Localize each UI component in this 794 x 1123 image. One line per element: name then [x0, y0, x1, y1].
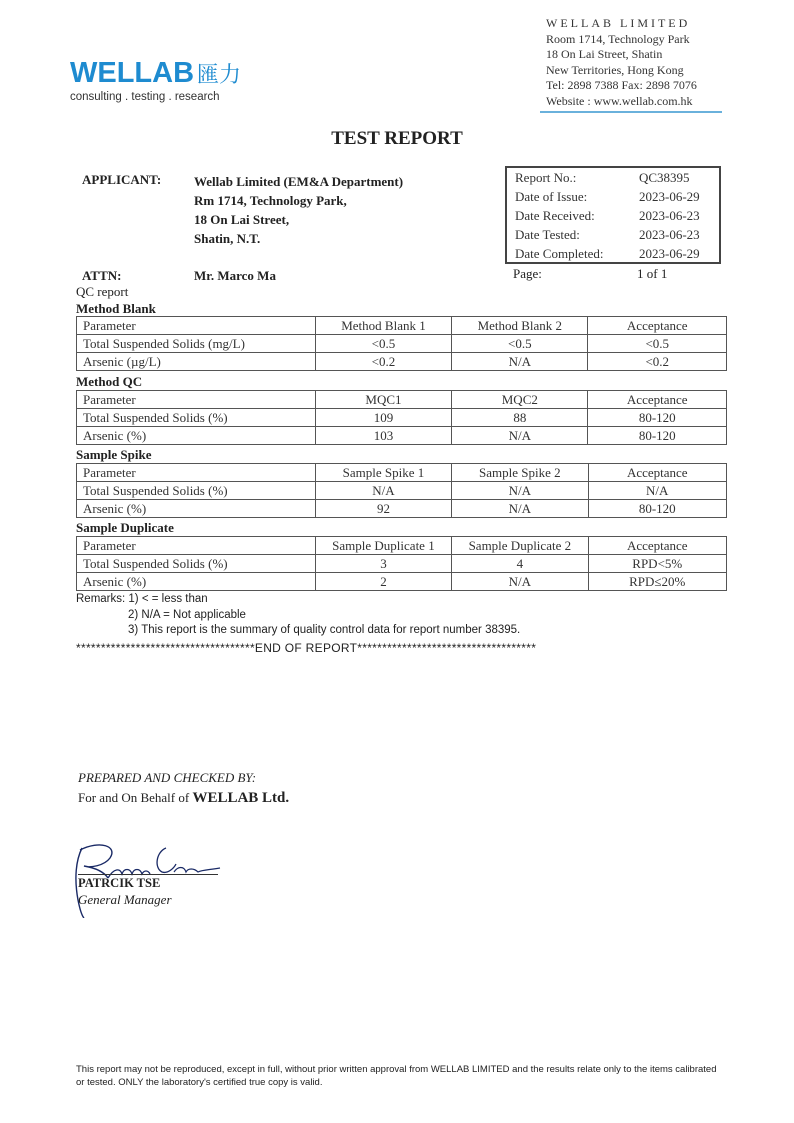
applicant-label: APPLICANT: [82, 172, 162, 187]
table-header-cell: Acceptance [588, 391, 727, 409]
remark-line: 2) N/A = Not applicable [128, 608, 246, 621]
table-header-row [77, 537, 727, 555]
page-title: TEST REPORT [331, 128, 463, 149]
attn-name: Mr. Marco Ma [194, 268, 276, 283]
date-tested-row [515, 227, 715, 246]
table-cell: 3 [315, 555, 451, 573]
company-address-line-1: Room 1714, Technology Park [546, 31, 690, 46]
on-behalf-prefix: For and On Behalf of [78, 790, 190, 805]
table-row [77, 573, 727, 591]
table-row [77, 500, 727, 518]
table-header-cell: Sample Spike 1 [315, 464, 451, 482]
remark-line: 3) This report is the summary of quality control data for report number 38395. [128, 624, 521, 636]
company-address-line-3: New Territories, Hong Kong [546, 62, 684, 77]
on-behalf-company: WELLAB Ltd. [192, 790, 290, 806]
table-cell: RPD≤20% [588, 573, 726, 591]
footer-disclaimer: This report may not be reproduced, except in full, without prior written approval from WELLAB LIMITED and the results relate only to the items calibrated or tested. ONLY the laboratory's certified true copy is valid. [76, 1064, 717, 1088]
date-completed-row [515, 246, 715, 265]
table-cell: Arsenic (%) [77, 427, 316, 445]
table-row [77, 482, 727, 500]
table-cell: RPD<5% [588, 555, 726, 573]
date-of-issue-row [515, 189, 715, 208]
table-cell: <0.5 [588, 335, 727, 353]
attn-label: ATTN: [82, 268, 122, 283]
table-header-cell: Acceptance [588, 537, 726, 555]
table-cell: Arsenic (%) [77, 500, 316, 518]
table-cell: 92 [315, 500, 451, 518]
method-blank-table [76, 316, 727, 371]
table-cell: N/A [452, 482, 588, 500]
logo-tagline: consulting . testing . research [70, 91, 220, 103]
table-cell: 80-120 [588, 409, 727, 427]
page-value: 1 of 1 [637, 266, 668, 281]
table-cell: 88 [452, 409, 588, 427]
logo-cjk-mark: 匯力 [197, 63, 242, 88]
table-cell: 2 [315, 573, 451, 591]
sample-duplicate-table [76, 536, 727, 591]
info-value: 2023-06-29 [639, 246, 700, 261]
table-cell: 80-120 [588, 427, 727, 445]
table-header-cell: Parameter [77, 391, 316, 409]
table-header-cell: Acceptance [588, 317, 727, 335]
method-qc-table [76, 390, 727, 445]
page-number-row [513, 266, 713, 282]
table-header-cell: Sample Duplicate 2 [452, 537, 588, 555]
table-cell: N/A [588, 482, 727, 500]
info-value: 2023-06-23 [639, 208, 700, 223]
table-header-cell: Parameter [77, 464, 316, 482]
table-header-row [77, 464, 727, 482]
table-header-cell: MQC1 [315, 391, 451, 409]
qc-report-label: QC report [76, 284, 129, 299]
table-cell: Total Suspended Solids (mg/L) [77, 335, 316, 353]
company-name: WELLAB LIMITED [546, 16, 691, 30]
company-address-block [546, 16, 697, 110]
table-header-row [77, 317, 727, 335]
logo-wordmark: WELLAB [70, 57, 195, 89]
table-row [77, 353, 727, 371]
table-cell: Total Suspended Solids (%) [77, 482, 316, 500]
page-key: Page: [513, 266, 542, 281]
on-behalf-line [78, 790, 289, 807]
table-cell: N/A [452, 427, 588, 445]
table-cell: 4 [452, 555, 588, 573]
table-header-cell: Sample Duplicate 1 [315, 537, 451, 555]
company-logo [70, 58, 241, 103]
table-cell: N/A [452, 500, 588, 518]
sample-spike-table [76, 463, 727, 518]
table-cell: 80-120 [588, 500, 727, 518]
table-cell: N/A [315, 482, 451, 500]
remarks-block [76, 592, 520, 639]
section-title-method-blank: Method Blank [76, 301, 156, 316]
table-cell: 103 [315, 427, 451, 445]
info-key: Date Received: [515, 208, 595, 223]
applicant-line: 18 On Lai Street, [194, 212, 290, 227]
table-cell: 109 [315, 409, 451, 427]
table-row [77, 409, 727, 427]
table-row [77, 427, 727, 445]
table-header-cell: MQC2 [452, 391, 588, 409]
applicant-line: Wellab Limited (EM&A Department) [194, 174, 404, 189]
applicant-line: Rm 1714, Technology Park, [194, 193, 347, 208]
table-cell: <0.2 [588, 353, 727, 371]
table-header-cell: Acceptance [588, 464, 727, 482]
remark-line: Remarks: 1) < = less than [76, 593, 208, 605]
table-cell: <0.5 [315, 335, 451, 353]
info-value: 2023-06-23 [639, 227, 700, 242]
signature-line [78, 874, 218, 875]
info-key: Report No.: [515, 170, 577, 185]
table-cell: <0.2 [315, 353, 451, 371]
info-value: QC38395 [639, 170, 690, 185]
info-key: Date Completed: [515, 246, 604, 261]
company-website: Website : www.wellab.com.hk [546, 93, 693, 108]
header-divider [540, 111, 722, 113]
table-cell: Arsenic (%) [77, 573, 316, 591]
table-header-row [77, 391, 727, 409]
section-title-method-qc: Method QC [76, 374, 143, 389]
table-header-cell: Method Blank 1 [315, 317, 451, 335]
table-cell: <0.5 [452, 335, 588, 353]
applicant-line: Shatin, N.T. [194, 231, 261, 246]
report-info-box [505, 166, 721, 264]
table-cell: N/A [452, 353, 588, 371]
signatory-title: General Manager [78, 892, 172, 907]
table-header-cell: Sample Spike 2 [452, 464, 588, 482]
table-header-cell: Method Blank 2 [452, 317, 588, 335]
info-value: 2023-06-29 [639, 189, 700, 204]
info-key: Date Tested: [515, 227, 580, 242]
table-cell: Total Suspended Solids (%) [77, 409, 316, 427]
signatory-name: PATRCIK TSE [78, 876, 161, 890]
date-received-row [515, 208, 715, 227]
table-header-cell: Parameter [77, 317, 316, 335]
table-header-cell: Parameter [77, 537, 316, 555]
section-title-sample-duplicate: Sample Duplicate [76, 520, 174, 535]
table-cell: Total Suspended Solids (%) [77, 555, 316, 573]
section-title-sample-spike: Sample Spike [76, 447, 152, 462]
table-row [77, 335, 727, 353]
company-contact: Tel: 2898 7388 Fax: 2898 7076 [546, 78, 697, 93]
prepared-by-label: PREPARED AND CHECKED BY: [78, 770, 257, 785]
end-of-report-line: ************************************END OF REPORT************************************ [76, 641, 537, 655]
info-key: Date of Issue: [515, 189, 588, 204]
table-cell: Arsenic (µg/L) [77, 353, 316, 371]
table-cell: N/A [452, 573, 588, 591]
report-number-row [515, 170, 715, 189]
company-address-line-2: 18 On Lai Street, Shatin [546, 47, 663, 62]
table-row [77, 555, 727, 573]
applicant-address [194, 172, 403, 248]
